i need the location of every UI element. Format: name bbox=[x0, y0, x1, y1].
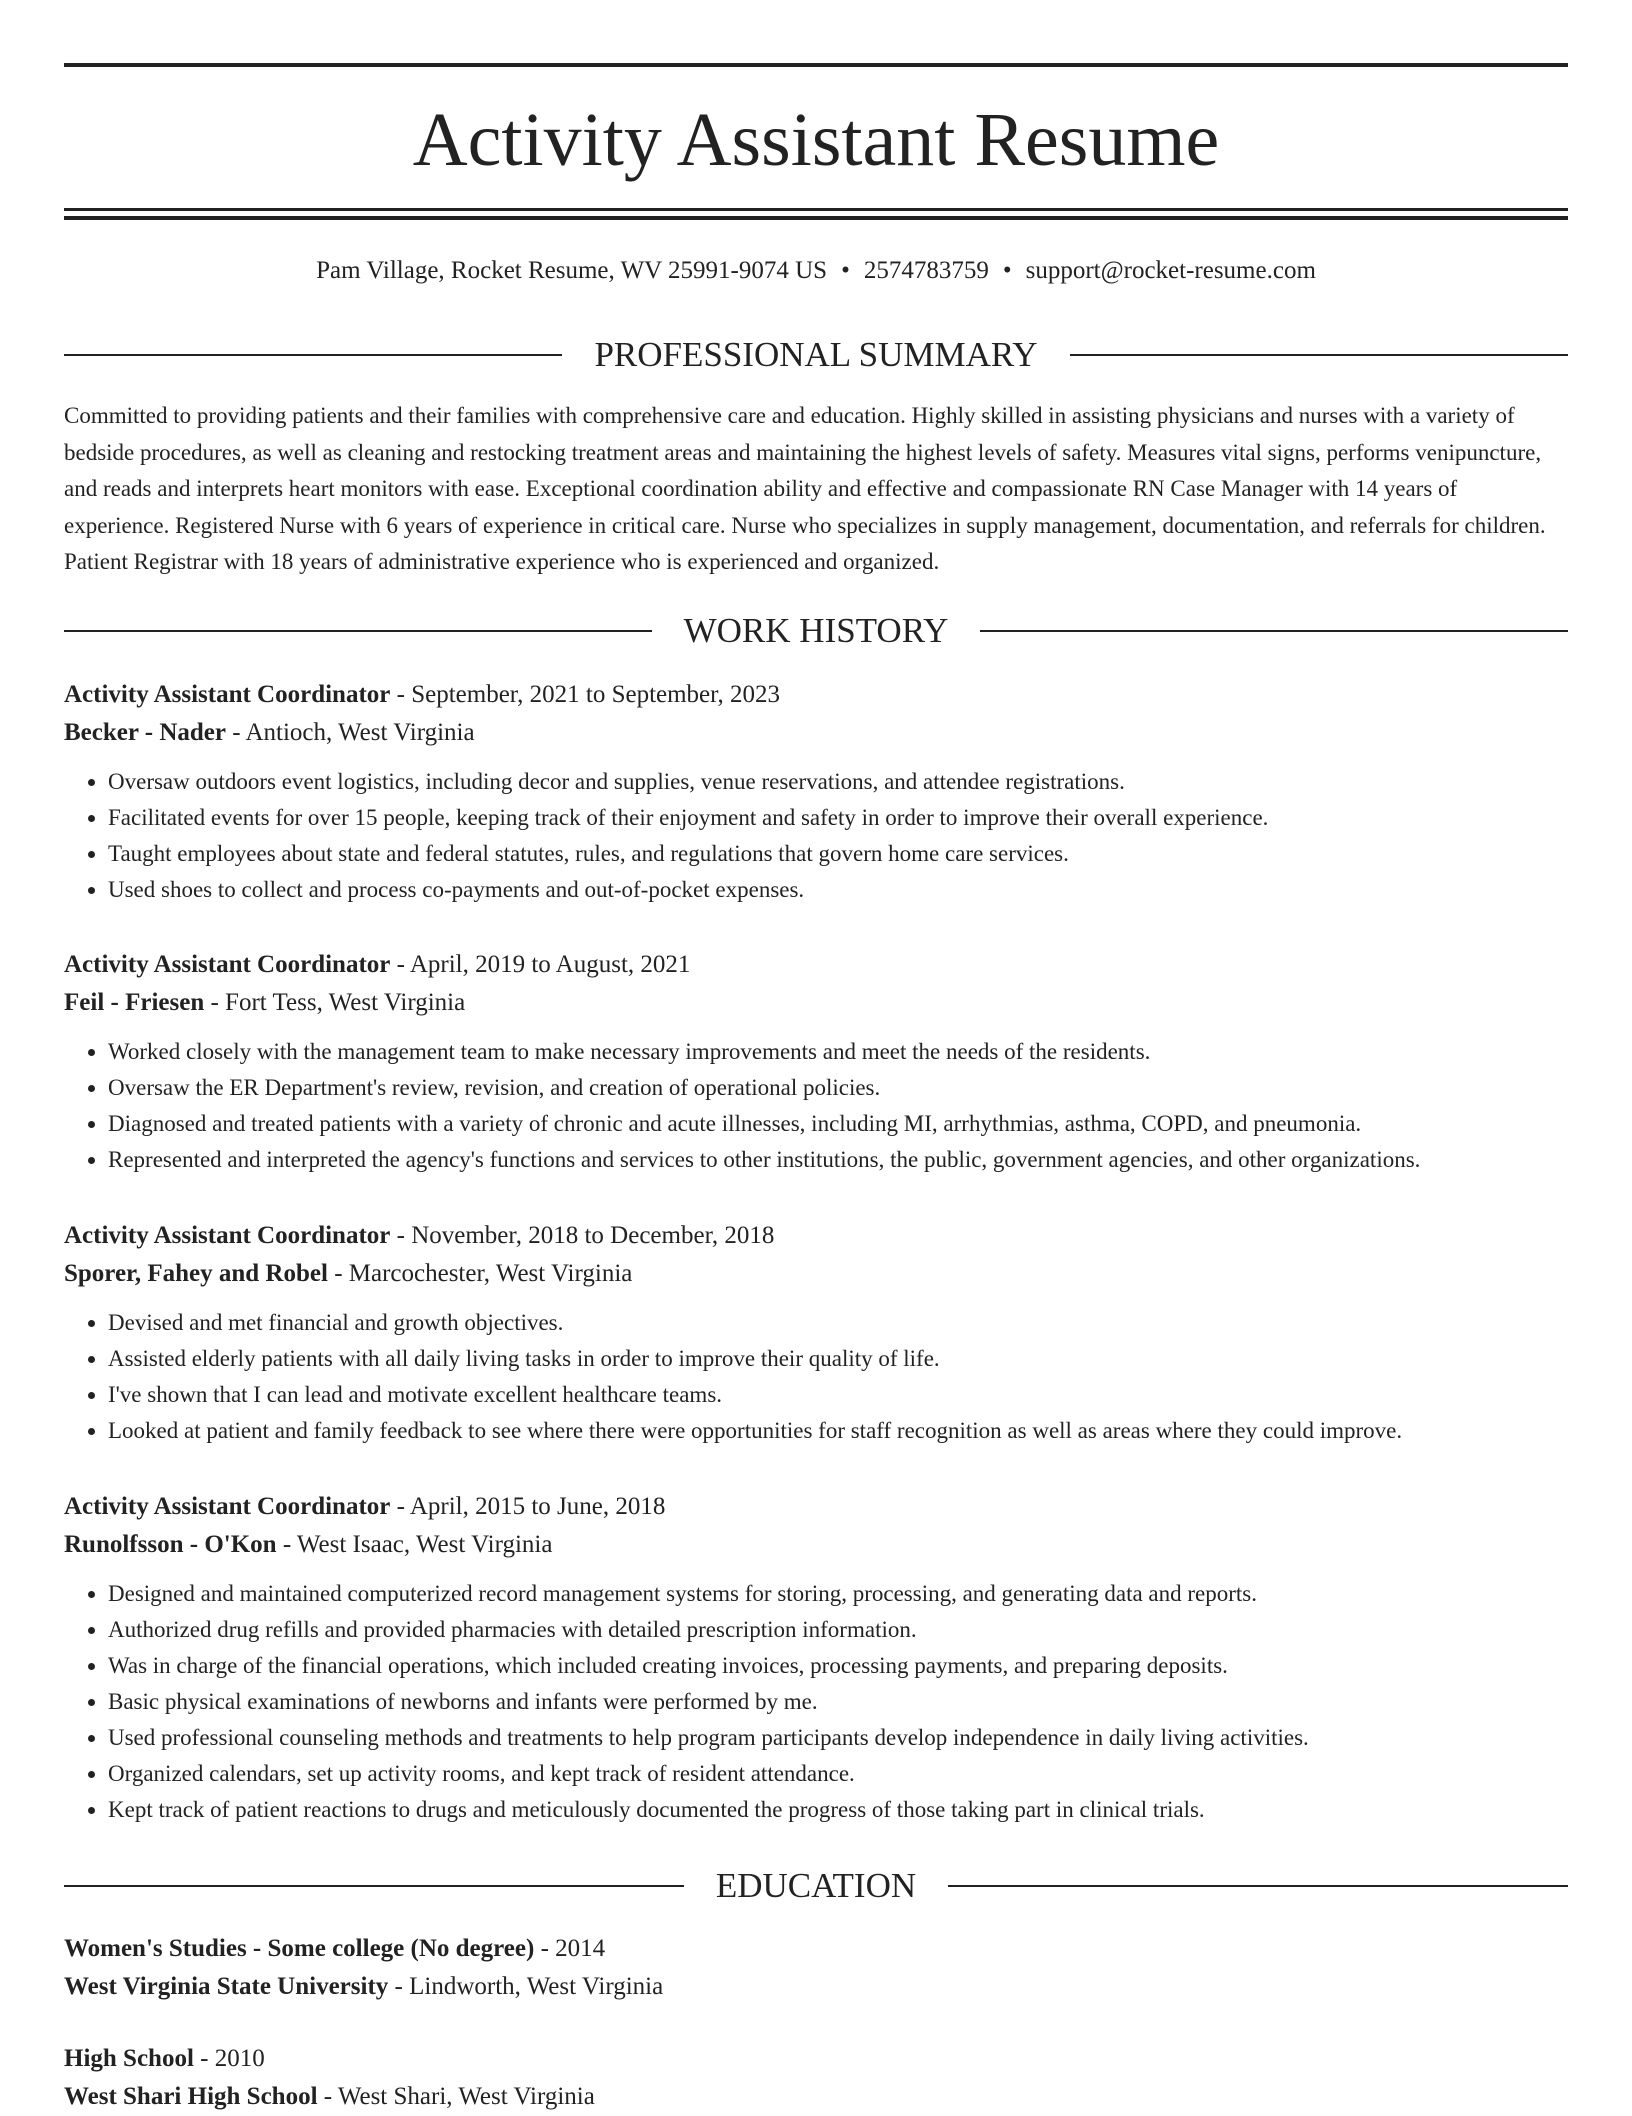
job-bullet: • Facilitated events for over 15 people, keeping track of their enjoyment and safety in order to improve their overall experience. bbox=[108, 800, 1568, 836]
job-title: Activity Assistant Coordinator bbox=[64, 1493, 391, 1520]
contact-separator: • bbox=[1002, 257, 1012, 284]
heading-rule-left bbox=[64, 354, 562, 356]
section-heading-summary bbox=[64, 333, 1568, 377]
job-bullet: • Kept track of patient reactions to drugs and meticulously documented the progress of those taking part in clinical trials. bbox=[108, 1792, 1568, 1828]
job-company: Sporer, Fahey and Robel bbox=[64, 1260, 328, 1287]
job-title: Activity Assistant Coordinator bbox=[64, 951, 391, 978]
contact-address: Pam Village, Rocket Resume, WV 25991-9074 US bbox=[316, 257, 828, 284]
job-bullet: • Basic physical examinations of newborns and infants were performed by me. bbox=[108, 1684, 1568, 1720]
heading-rule-left bbox=[64, 630, 652, 632]
education-location: - Lindworth, West Virginia bbox=[388, 1973, 664, 2000]
job-entry bbox=[64, 1488, 1568, 1828]
job-company: Becker - Nader bbox=[64, 719, 226, 746]
job-bullet: • Oversaw the ER Department's review, revision, and creation of operational policies. bbox=[108, 1070, 1568, 1106]
contact-email[interactable]: support@rocket-resume.com bbox=[1025, 257, 1316, 284]
job-location: - Antioch, West Virginia bbox=[226, 719, 475, 746]
heading-rule-right bbox=[948, 1885, 1568, 1887]
job-location: - Fort Tess, West Virginia bbox=[204, 989, 466, 1016]
contact-phone: 2574783759 bbox=[863, 257, 989, 284]
education-school: West Shari High School bbox=[64, 2083, 318, 2110]
job-bullet: • Diagnosed and treated patients with a variety of chronic and acute illnesses, including MI, arrhythmias, asthma, COPD, and pneumonia. bbox=[108, 1106, 1568, 1142]
education-entry bbox=[64, 2040, 1568, 2116]
section-title: PROFESSIONAL SUMMARY bbox=[594, 335, 1038, 374]
education-location: - West Shari, West Virginia bbox=[317, 2083, 595, 2110]
job-dates: - September, 2021 to September, 2023 bbox=[390, 681, 780, 708]
job-bullet: • I've shown that I can lead and motivate excellent healthcare teams. bbox=[108, 1377, 1568, 1413]
job-location: - Marcochester, West Virginia bbox=[327, 1260, 633, 1287]
heading-rule-right bbox=[980, 630, 1568, 632]
summary-text: Committed to providing patients and their families with comprehensive care and education. Highly skilled in assisting physicians and nurses with a variety of bedside procedures, as well as cleaning and restocking treatment areas and maintaining the highest levels of safety. Measures vital signs, performs venipuncture, and reads and interprets heart monitors with ease. Exceptional coordination ability and effective and compassionate RN Case Manager with 14 years of experience. Registered Nurse with 6 years of experience in critical care. Nurse who specializes in supply management, documentation, and referrals for children. Patient Registrar with 18 years of administrative experience who is experienced and organized. bbox=[64, 403, 1546, 574]
job-bullets bbox=[64, 1576, 1568, 1828]
section-title: EDUCATION bbox=[715, 1866, 917, 1905]
job-bullet: • Oversaw outdoors event logistics, including decor and supplies, venue reservations, and attendee registrations. bbox=[108, 764, 1568, 800]
job-bullets bbox=[64, 764, 1568, 908]
education-degree: Women's Studies - Some college (No degree) bbox=[64, 1935, 535, 1962]
job-bullet: • Devised and met financial and growth objectives. bbox=[108, 1305, 1568, 1341]
job-bullet: • Organized calendars, set up activity rooms, and kept track of resident attendance. bbox=[108, 1756, 1568, 1792]
education-entry bbox=[64, 1930, 1568, 2006]
job-dates: - April, 2015 to June, 2018 bbox=[390, 1493, 666, 1520]
job-bullets bbox=[64, 1305, 1568, 1449]
job-bullet: • Represented and interpreted the agency's functions and services to other institutions, the public, government agencies, and other organizations. bbox=[108, 1142, 1568, 1178]
education-year: - 2010 bbox=[193, 2045, 265, 2072]
job-company: Runolfsson - O'Kon bbox=[64, 1531, 277, 1558]
education-school: West Virginia State University bbox=[64, 1973, 389, 2000]
job-bullet: • Worked closely with the management team to make necessary improvements and meet the needs of the residents. bbox=[108, 1034, 1568, 1070]
section-heading-work-history bbox=[64, 609, 1568, 653]
job-bullet: • Used professional counseling methods and treatments to help program participants develop independence in daily living activities. bbox=[108, 1720, 1568, 1756]
heading-rule-right bbox=[1070, 354, 1568, 356]
contact-separator: • bbox=[841, 257, 850, 284]
job-dates: - April, 2019 to August, 2021 bbox=[390, 951, 691, 978]
job-bullet: • Authorized drug refills and provided pharmacies with detailed prescription information. bbox=[108, 1612, 1568, 1648]
job-title: Activity Assistant Coordinator bbox=[64, 681, 391, 708]
section-title: WORK HISTORY bbox=[683, 611, 949, 650]
education-year: - 2014 bbox=[534, 1935, 606, 1962]
job-title: Activity Assistant Coordinator bbox=[64, 1222, 391, 1249]
job-bullet: • Looked at patient and family feedback to see where there were opportunities for staff recognition as well as areas where they could improve. bbox=[108, 1413, 1568, 1449]
title-double-rule bbox=[64, 208, 1568, 220]
job-location: - West Isaac, West Virginia bbox=[276, 1531, 553, 1558]
job-company: Feil - Friesen bbox=[64, 989, 205, 1016]
education-degree: High School bbox=[64, 2045, 194, 2072]
job-entry bbox=[64, 1217, 1568, 1449]
job-dates: - November, 2018 to December, 2018 bbox=[390, 1222, 775, 1249]
contact-line bbox=[64, 253, 1568, 289]
job-bullet: • Designed and maintained computerized record management systems for storing, processing, and generating data and reports. bbox=[108, 1576, 1568, 1612]
heading-rule-left bbox=[64, 1885, 684, 1887]
section-heading-education bbox=[64, 1864, 1568, 1908]
job-entry bbox=[64, 946, 1568, 1178]
job-bullet: • Taught employees about state and federal statutes, rules, and regulations that govern home care services. bbox=[108, 836, 1568, 872]
job-bullet: • Assisted elderly patients with all daily living tasks in order to improve their quality of life. bbox=[108, 1341, 1568, 1377]
job-bullets bbox=[64, 1034, 1568, 1178]
top-rule bbox=[64, 63, 1568, 67]
job-entry bbox=[64, 676, 1568, 908]
job-bullet: • Used shoes to collect and process co-payments and out-of-pocket expenses. bbox=[108, 872, 1568, 908]
job-bullet: • Was in charge of the financial operations, which included creating invoices, processing payments, and preparing deposits. bbox=[108, 1648, 1568, 1684]
resume-title: Activity Assistant Resume bbox=[412, 98, 1220, 182]
